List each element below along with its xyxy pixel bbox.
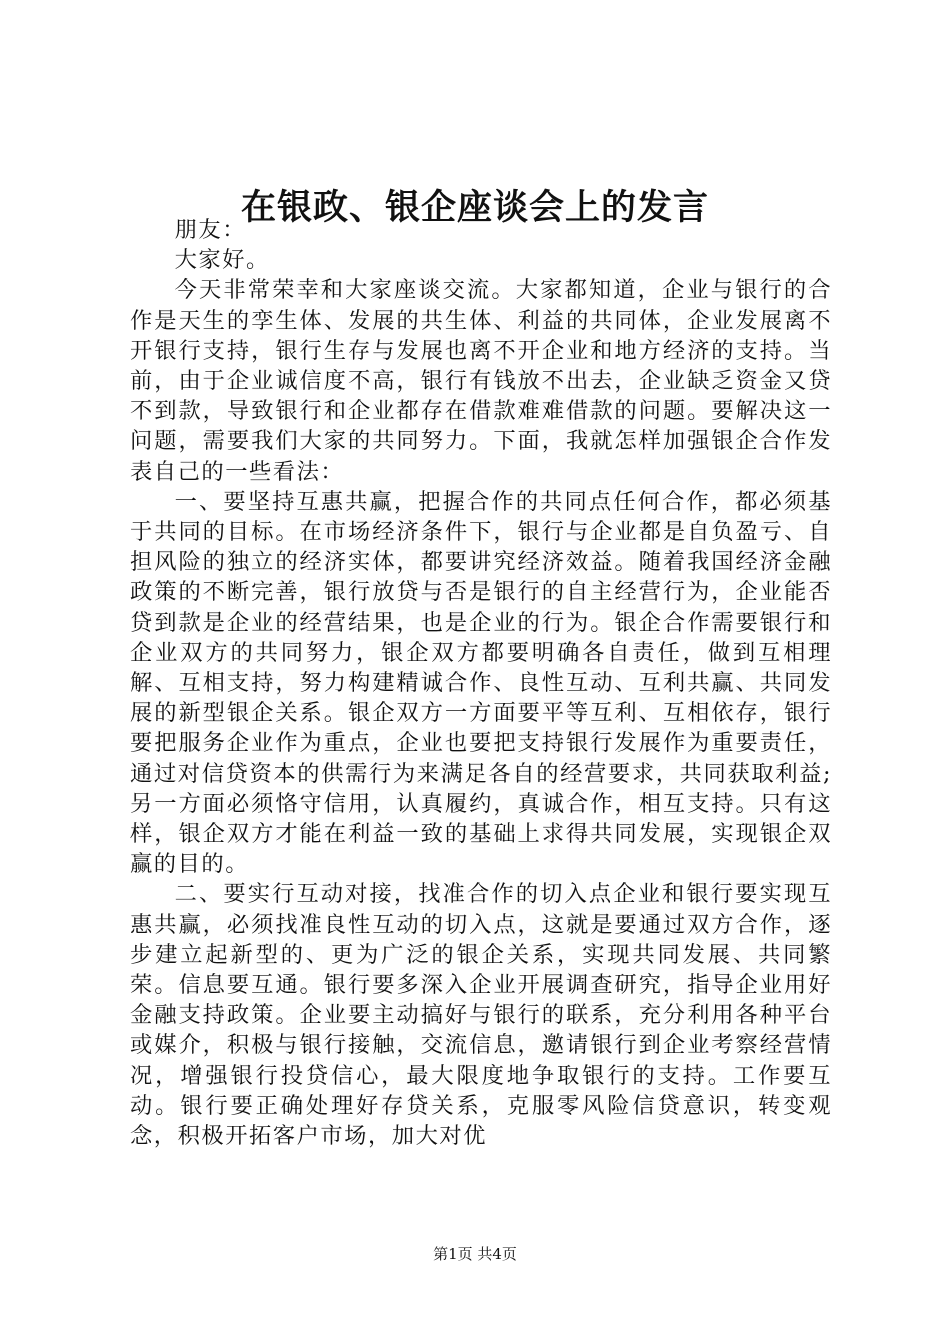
salutation: 朋友： xyxy=(174,217,246,243)
document-title: 在银政、银企座谈会上的发言 xyxy=(240,187,709,228)
page-number: 第1页 共4页 xyxy=(433,1245,517,1263)
document-body xyxy=(130,212,832,1151)
paragraph-point-one: 一、要坚持互惠共赢，把握合作的共同点任何合作，都必须基于共同的目标。在市场经济条件下，银行与企业都是自负盈亏、自担风险的独立的经济实体，都要讲究经济效益。随着我国经济金融政策的不断完善，银行放贷与否是银行的自主经营行为，企业能否贷到款是企业的经营结果，也是企业的行为。银企合作需要银行和企业双方的共同努力，银企双方都要明确各自责任，做到互相理解、互相支持，努力构建精诚合作、良性互动、互利共赢、共同发展的新型银企关系。银企双方一方面要平等互利、互相依存，银行要把服务企业作为重点，企业也要把支持银行发展作为重要责任，通过对信贷资本的供需行为来满足各自的经营要求，共同获取利益;另一方面必须恪守信用，认真履约，真诚合作，相互支持。只有这样，银企双方才能在利益一致的基础上求得共同发展，实现银企双赢的目的。 xyxy=(130,488,832,878)
paragraph-intro: 今天非常荣幸和大家座谈交流。大家都知道，企业与银行的合作是天生的孪生体、发展的共生体、利益的共同体，企业发展离不开银行支持，银行生存与发展也离不开企业和地方经济的支持。当前，由于企业诚信度不高，银行有钱放不出去，企业缺乏资金又贷不到款，导致银行和企业都存在借款难难借款的问题。要解决这一问题，需要我们大家的共同努力。下面，我就怎样加强银企合作发表自己的一些看法： xyxy=(130,277,832,485)
paragraph-point-two: 二、要实行互动对接，找准合作的切入点企业和银行要实现互惠共赢，必须找准良性互动的切入点，这就是要通过双方合作，逐步建立起新型的、更为广泛的银企关系，实现共同发展、共同繁荣。信息要互通。银行要多深入企业开展调查研究，指导企业用好金融支持政策。企业要主动搞好与银行的联系，充分利用各种平台或媒介，积极与银行接触，交流信息，邀请银行到企业考察经营情况，增强银行投贷信心，最大限度地争取银行的支持。工作要互动。银行要正确处理好存贷关系，克服零风险信贷意识，转变观念，积极开拓客户市场，加大对优 xyxy=(130,881,832,1150)
greeting: 大家好。 xyxy=(174,247,270,274)
